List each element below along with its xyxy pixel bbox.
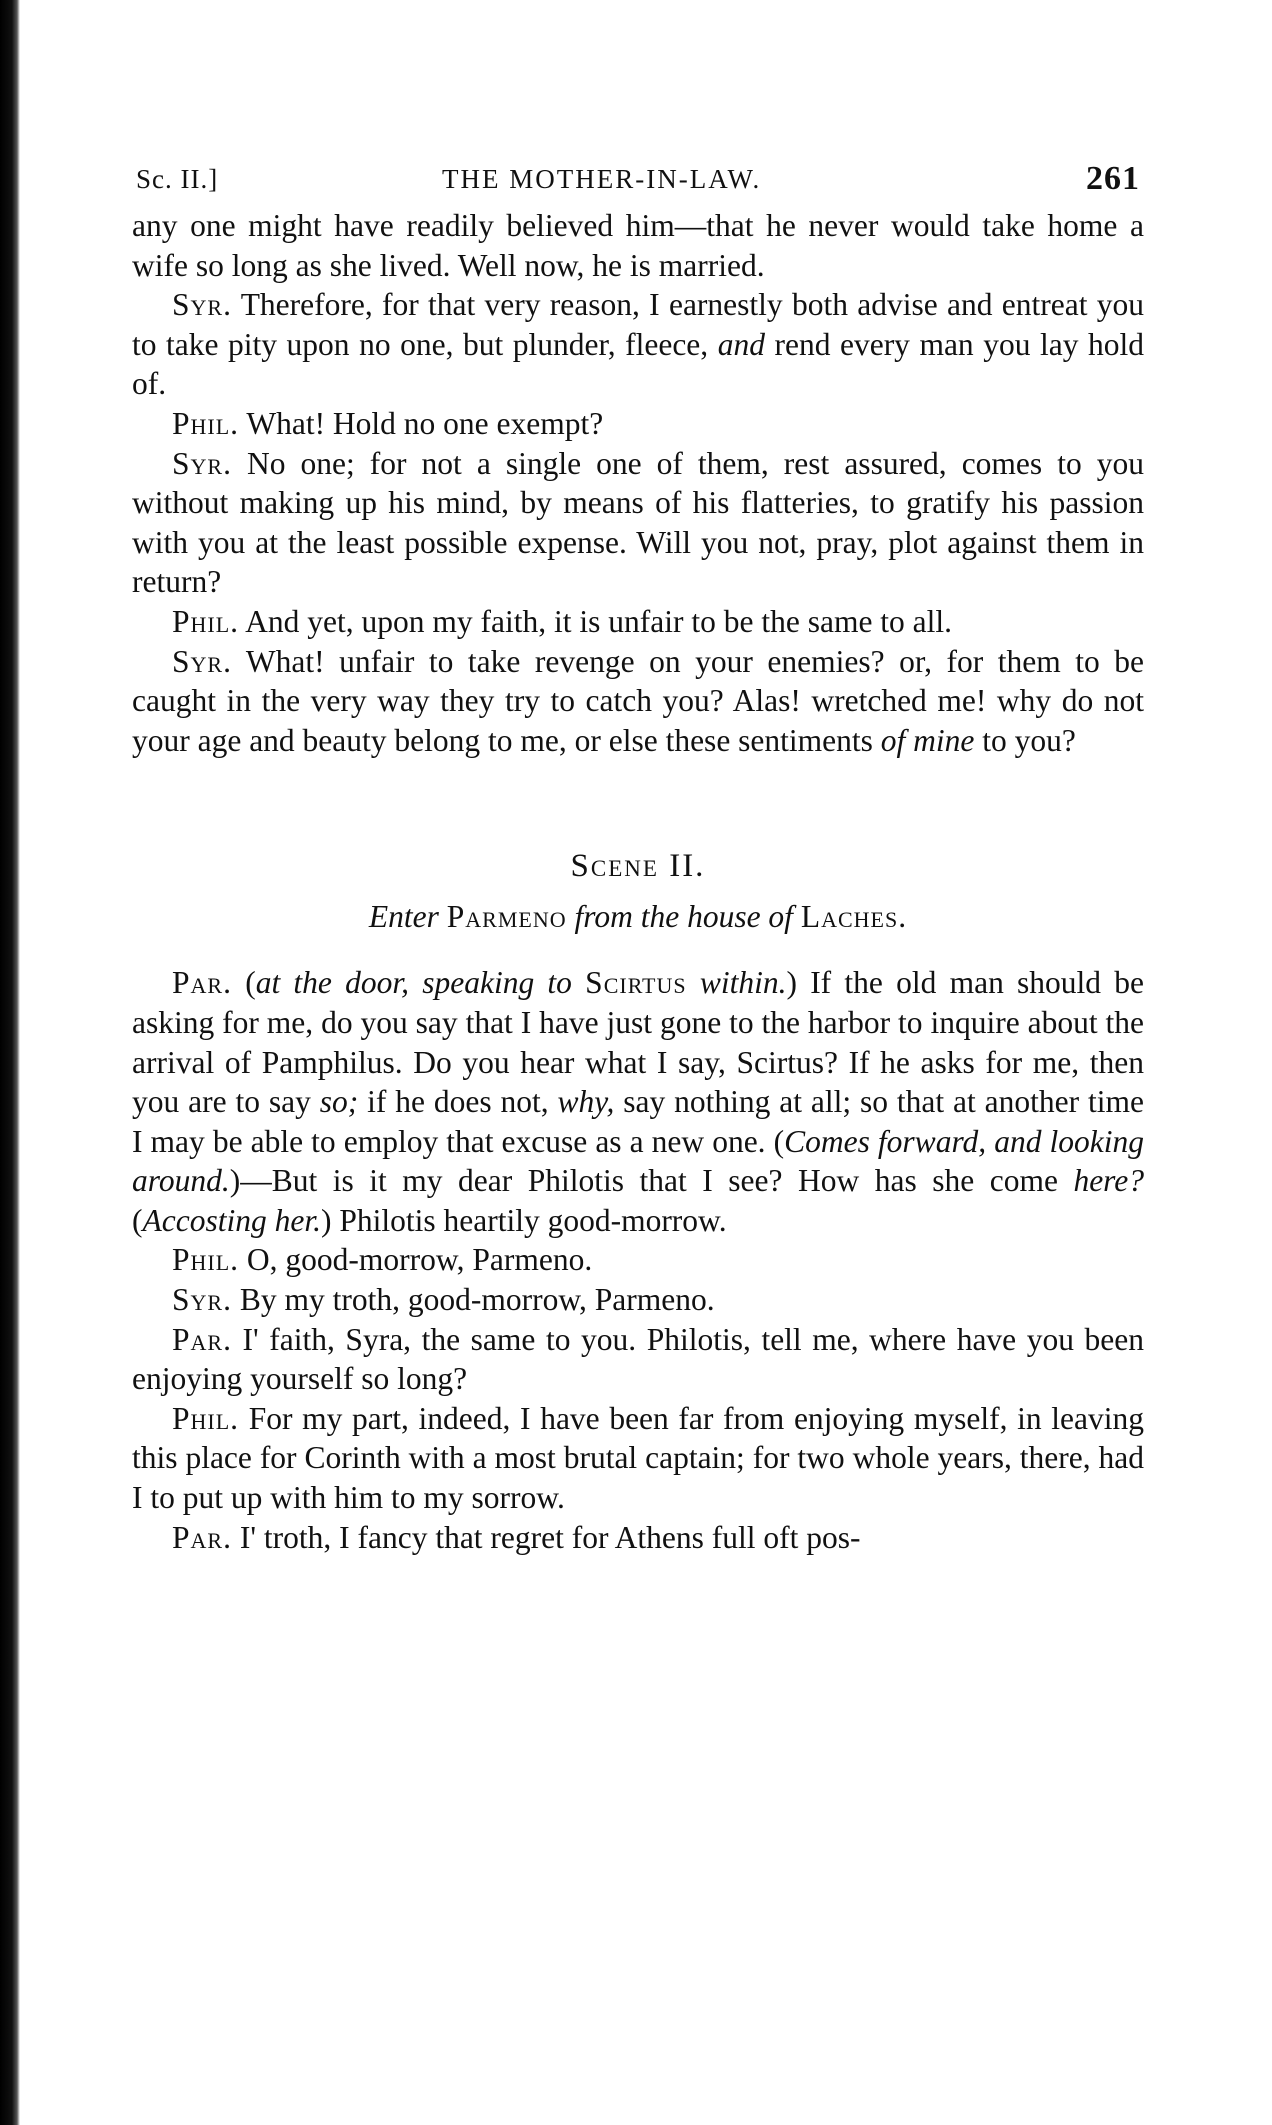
speech-parmeno: Par. I' faith, Syra, the same to you. Philotis, tell me, where have you been enjoying yourself so long?	[132, 1321, 1144, 1397]
speaker-label: Par.	[172, 1519, 232, 1555]
speech-parmeno: Par. (at the door, speaking to Scirtus within.) If the old man should be asking for me, do you say that I have just gone to the harbor to inquire about the arrival of Pamphilus. Do you hear what I say, Scirtus? If he asks for me, then you are to say so; if he does not, why, say nothing at all; so that at another time I may be able to employ that excuse as a new one. (Comes forward, and looking around.)—But is it my dear Philotis that I see? How has she come here? (Accosting her.) Philotis heartily good-morrow.	[132, 965, 1145, 1238]
speech-philotis: Phil. For my part, indeed, I have been far from enjoying myself, in leaving this place for Corinth with a most brutal captain; for two whole years, there, had I to put up with him to my sorrow.	[132, 1400, 1144, 1516]
speaker-label: Phil.	[172, 405, 240, 441]
speech-philotis: Phil. What! Hold no one exempt?	[172, 405, 604, 441]
speaker-label: Par.	[172, 1321, 232, 1357]
speech-philotis: Phil. O, good-morrow, Parmeno.	[172, 1242, 593, 1278]
running-head	[132, 150, 1144, 206]
speech-syra: Syr. Therefore, for that very reason, I earnestly both advise and entreat you to take pity upon no one, but plunder, fleece, and rend every man you lay hold of.	[132, 287, 1145, 402]
speaker-label: Phil.	[172, 1242, 240, 1278]
speech-philotis: Phil. And yet, upon my faith, it is unfair to be the same to all.	[172, 603, 953, 639]
speaker-label: Syr.	[172, 643, 232, 679]
speaker-label: Syr.	[172, 1282, 232, 1318]
section-marker: Sc. II.]	[136, 164, 219, 194]
paragraph: any one might have readily believed him—that he never would take home a wife so long as she lived. Well now, he is married.	[132, 208, 1144, 283]
speech-syra: Syr. No one; for not a single one of them, rest assured, comes to you without making up his mind, by means of his flatteries, to gratify his passion with you at the least possible expense. Will you not, pray, plot against them in return?	[132, 445, 1144, 600]
book-page	[132, 150, 1144, 1557]
stage-direction: Enter Parmeno from the house of Laches.	[368, 899, 908, 935]
speaker-label: Phil.	[172, 1400, 240, 1436]
speaker-label: Par.	[172, 965, 232, 1001]
running-title: THE MOTHER-IN-LAW.	[442, 164, 762, 194]
scene-heading: Scene II.	[570, 848, 706, 885]
speech-syra: Syr. What! unfair to take revenge on your enemies? or, for them to be caught in the very way they try to catch you? Alas! wretched me! why do not your age and beauty belong to me, or else these sentiments of mine to you?	[132, 643, 1144, 758]
dialogue-block-1	[132, 206, 1144, 760]
speech-parmeno: Par. I' troth, I fancy that regret for Athens full oft pos-	[172, 1519, 861, 1555]
speaker-label: Syr.	[172, 445, 232, 481]
speaker-label: Phil.	[172, 603, 240, 639]
speech-syra: Syr. By my troth, good-morrow, Parmeno.	[172, 1282, 715, 1318]
book-binding-shadow	[0, 0, 20, 2125]
page-number: 261	[1086, 160, 1140, 197]
speaker-label: Syr.	[172, 287, 232, 323]
dialogue-block-2	[132, 963, 1144, 1557]
